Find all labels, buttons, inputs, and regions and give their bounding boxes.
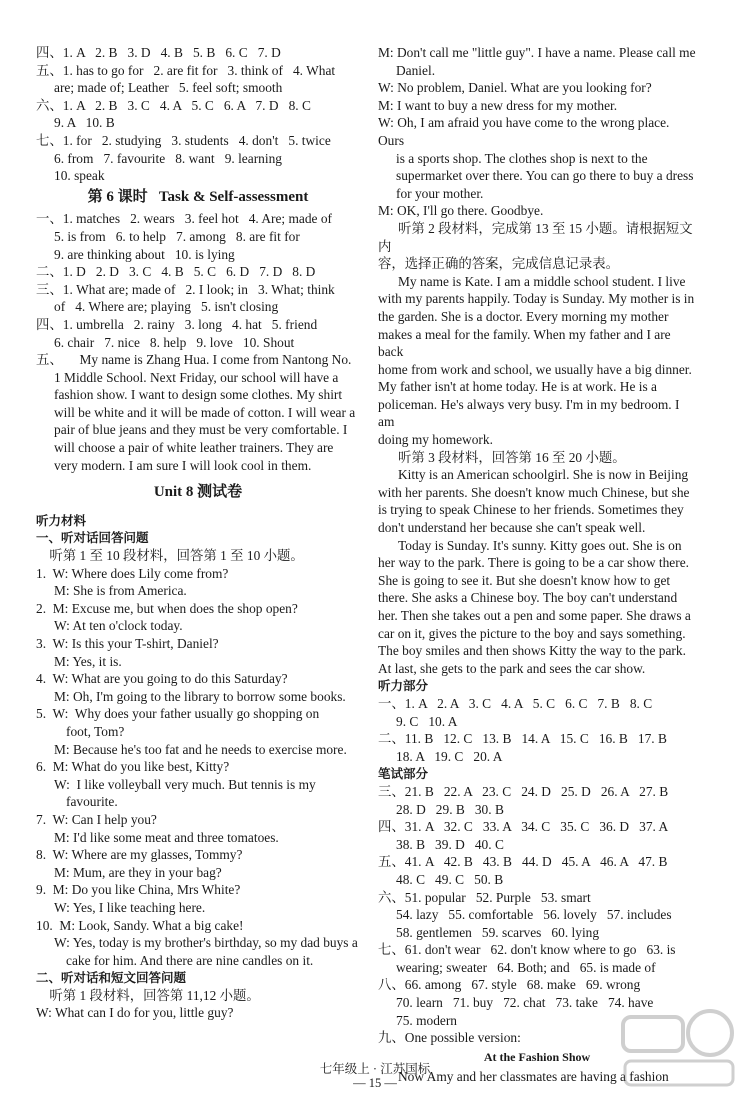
left-text-line: 五、1. has to go for 2. are fit for 3. think of 4. What <box>36 62 336 78</box>
right-text-line: 54. lazy 55. comfortable 56. lovely 57. includes <box>396 907 672 923</box>
left-text-line: are; made of; Leather 5. feel soft; smooth <box>54 80 283 96</box>
left-text-line: 二、1. D 2. D 3. C 4. B 5. C 6. D 7. D 8. D <box>36 264 316 280</box>
left-text-line: M: Mum, are they in your bag? <box>54 864 222 880</box>
right-text-line: 9. C 10. A <box>396 713 458 729</box>
right-text-line: 九、One possible version: <box>378 1030 521 1046</box>
right-text-line: At last, she gets to the park and sees the car show. <box>378 660 646 676</box>
left-text-line: M: She is from America. <box>54 583 187 599</box>
left-text-line: M: Yes, it is. <box>54 653 122 669</box>
left-text-line: cake for him. And there are nine candles on it. <box>66 952 314 968</box>
right-text-line: Today is Sunday. It's sunny. Kitty goes out. She is on <box>398 537 682 553</box>
right-text-line: 六、51. popular 52. Purple 53. smart <box>378 889 591 905</box>
left-text-line: favourite. <box>66 794 118 810</box>
right-text-line: 八、66. among 67. style 68. make 69. wrong <box>378 977 641 993</box>
left-text-line: 听第 1 至 10 段材料，回答第 1 至 10 小题。 <box>36 548 304 564</box>
right-text-line: there. She asks a Chinese boy. The boy can't understand <box>378 590 678 606</box>
left-text-line: pair of blue jeans and they must be very comfortable. I <box>54 422 348 438</box>
right-text-line: 五、41. A 42. B 43. B 44. D 45. A 46. A 47. B <box>378 854 668 870</box>
right-text-line: My name is Kate. I am a middle school student. I live <box>398 273 686 289</box>
left-text-line: 三、1. What are; made of 2. I look; in 3. What; think <box>36 281 335 297</box>
right-text-line: My father isn't at home today. He is at work. He is a <box>378 379 657 395</box>
left-text-line: 5. W: Why does your father usually go shopping on <box>36 706 320 722</box>
left-text-line: 七、1. for 2. studying 3. students 4. don't 5. twice <box>36 132 331 148</box>
right-text-line: is a sports shop. The clothes shop is next to the <box>396 150 648 166</box>
left-text-line: 4. W: What are you going to do this Saturday? <box>36 671 288 687</box>
right-text-line: car on it, gives the picture to the boy and says something. <box>378 625 686 641</box>
left-text-line: 7. W: Can I help you? <box>36 811 157 827</box>
left-text-line: 8. W: Where are my glasses, Tommy? <box>36 847 243 863</box>
right-text-line: At the Fashion Show <box>483 1049 591 1064</box>
left-text-line: will be white and it will be made of cotton. I will wear a <box>54 404 356 420</box>
right-text-line: 38. B 39. D 40. C <box>396 836 504 852</box>
left-text-line: 6. chair 7. nice 8. help 9. love 10. Shout <box>54 334 295 350</box>
left-text-line: 6. from 7. favourite 8. want 9. learning <box>54 150 282 166</box>
right-text-line: 四、31. A 32. C 33. A 34. C 35. C 36. D 37. A <box>378 819 669 835</box>
left-text-line: 一、1. matches 2. wears 3. feel hot 4. Are; made of <box>36 211 332 227</box>
right-text-line: M: OK, I'll go there. Goodbye. <box>378 203 544 219</box>
right-text-line: 58. gentlemen 59. scarves 60. lying <box>396 924 600 940</box>
left-text-line: W: I like volleyball very much. But tennis is my <box>54 776 316 792</box>
left-text-line: 6. M: What do you like best, Kitty? <box>36 759 230 775</box>
right-text-line: home from work and school, we usually have a big dinner. <box>378 361 692 377</box>
footer-grade: 七年级上 · 江苏国标 <box>319 1062 431 1076</box>
left-text-line: 听力材料 <box>36 512 87 528</box>
left-text-line: 六、1. A 2. B 3. C 4. A 5. C 6. A 7. D 8. C <box>36 97 311 113</box>
right-text-line: her way to the park. There is going to be a car show there. <box>378 555 689 571</box>
right-text-line: with my parents happily. Today is Sunday. My mother is in <box>378 291 695 307</box>
right-text-line: is trying to speak Chinese to her friends. Sometimes they <box>378 502 684 518</box>
right-text-line: 75. modern <box>396 1012 457 1028</box>
right-text-line: don't understand her because she can't speak well. <box>378 520 646 536</box>
right-text-line: her. Then she takes out a pen and some paper. She draws a <box>378 608 691 623</box>
left-text-line: 5. is from 6. to help 7. among 8. are fit for <box>54 228 300 244</box>
right-column <box>378 44 696 1086</box>
right-text-line: wearing; sweater 64. Both; and 65. is made of <box>396 959 656 975</box>
left-text-line: 1. W: Where does Lily come from? <box>36 565 229 581</box>
left-text-line: 二、听对话和短文回答问题 <box>36 970 187 986</box>
left-text-line: W: Yes, I like teaching here. <box>54 899 206 915</box>
left-text-line: 一、听对话回答问题 <box>36 530 149 546</box>
right-text-line: W: No problem, Daniel. What are you looking for? <box>378 80 652 96</box>
left-text-line: 9. A 10. B <box>54 115 115 131</box>
right-text-line: with her parents. She doesn't know much Chinese, but she <box>378 484 690 500</box>
left-text-line: 3. W: Is this your T-shirt, Daniel? <box>36 636 219 651</box>
left-text-line: very modern. I am sure I will look cool in them. <box>54 457 312 473</box>
left-text-line: W: Yes, today is my brother's birthday, so my dad buys a <box>54 935 358 951</box>
right-text-line: the garden. She is a doctor. Every morning my mother <box>378 308 669 324</box>
right-text-line: 笔试部分 <box>378 766 429 782</box>
right-text-line: makes a meal for the family. When my father and I are back <box>378 326 674 360</box>
left-text-line: 五、 My name is Zhang Hua. I come from Nantong No. <box>36 352 352 368</box>
left-text-line: foot, Tom? <box>66 723 125 739</box>
left-text-line: W: At ten o'clock today. <box>54 618 183 634</box>
right-text-line: 七、61. don't wear 62. don't know where to go 63. is <box>378 942 676 958</box>
left-column <box>36 44 360 1022</box>
left-text-line: M: Because he's too fat and he needs to exercise more. <box>54 741 347 757</box>
right-text-line: 听第 2 段材料，完成第 13 至 15 小题。请根据短文内 <box>378 220 693 254</box>
right-text-line: M: Don't call me "little guy". I have a name. Please call me <box>378 45 696 60</box>
left-text-line: will choose a pair of white leather trainers. They are <box>54 440 334 456</box>
right-text-line: 70. learn 71. buy 72. chat 73. take 74. have <box>396 995 654 1011</box>
right-text-line: policeman. He's always very busy. I'm in my bedroom. I am <box>378 396 683 430</box>
right-text-line: 18. A 19. C 20. A <box>396 748 503 764</box>
left-text-line: M: Oh, I'm going to the library to borrow some books. <box>54 688 346 704</box>
right-text-line: supermarket over there. You can go there to buy a dress <box>396 168 694 184</box>
left-text-line: 第 6 课时 Task & Self-assessment <box>87 188 309 205</box>
right-text-line: M: I want to buy a new dress for my mother. <box>378 97 618 113</box>
left-text-line: 9. are thinking about 10. is lying <box>54 246 235 262</box>
left-text-line: 9. M: Do you like China, Mrs White? <box>36 882 241 898</box>
left-text-line: 听第 1 段材料，回答第 11,12 小题。 <box>36 987 260 1003</box>
right-text-line: 听第 3 段材料，回答第 16 至 20 小题。 <box>398 449 626 465</box>
right-text-line: Now Amy and her classmates are having a fashion <box>398 1069 669 1085</box>
left-text-line: 四、1. A 2. B 3. D 4. B 5. B 6. C 7. D <box>36 45 281 60</box>
right-text-line: The boy smiles and then shows Kitty the way to the park. <box>378 643 686 659</box>
right-text-line: 一、1. A 2. A 3. C 4. A 5. C 6. C 7. B 8. C <box>378 695 653 711</box>
left-text-line: Unit 8 测试卷 <box>153 484 243 501</box>
left-text-line: W: What can I do for you, little guy? <box>36 1005 234 1021</box>
watermark-logo-icon <box>615 1005 740 1095</box>
left-text-line: 2. M: Excuse me, but when does the shop open? <box>36 600 298 616</box>
right-text-line: 容，选择正确的答案，完成信息记录表。 <box>378 256 620 272</box>
right-text-line: 48. C 49. C 50. B <box>396 871 504 887</box>
page-number: — 15 — <box>353 1076 397 1090</box>
right-text-line: W: Oh, I am afraid you have come to the wrong place. Ours <box>378 115 673 148</box>
right-text-line: 28. D 29. B 30. B <box>396 801 504 817</box>
left-text-line: 10. M: Look, Sandy. What a big cake! <box>36 917 244 933</box>
right-text-line: 三、21. B 22. A 23. C 24. D 25. D 26. A 27. B <box>378 783 669 799</box>
left-text-line: of 4. Where are; playing 5. isn't closing <box>54 299 279 315</box>
right-text-line: for your mother. <box>396 185 484 201</box>
left-text-line: 四、1. umbrella 2. rainy 3. long 4. hat 5. friend <box>36 316 318 332</box>
left-text-line: fashion show. I want to design some clothes. My shirt <box>54 387 343 403</box>
right-text-line: 听力部分 <box>378 678 429 694</box>
right-text-line: She is going to see it. But she doesn't know how to get <box>378 572 671 588</box>
right-text-line: Kitty is an American schoolgirl. She is now in Beijing <box>398 467 689 483</box>
right-text-line: 二、11. B 12. C 13. B 14. A 15. C 16. B 17. B <box>378 731 667 747</box>
right-text-line: doing my homework. <box>378 432 493 448</box>
right-text-line: Daniel. <box>396 62 436 78</box>
left-text-line: M: I'd like some meat and three tomatoes. <box>54 829 279 845</box>
left-text-line: 10. speak <box>54 168 105 184</box>
left-text-line: 1 Middle School. Next Friday, our school will have a <box>54 369 339 385</box>
